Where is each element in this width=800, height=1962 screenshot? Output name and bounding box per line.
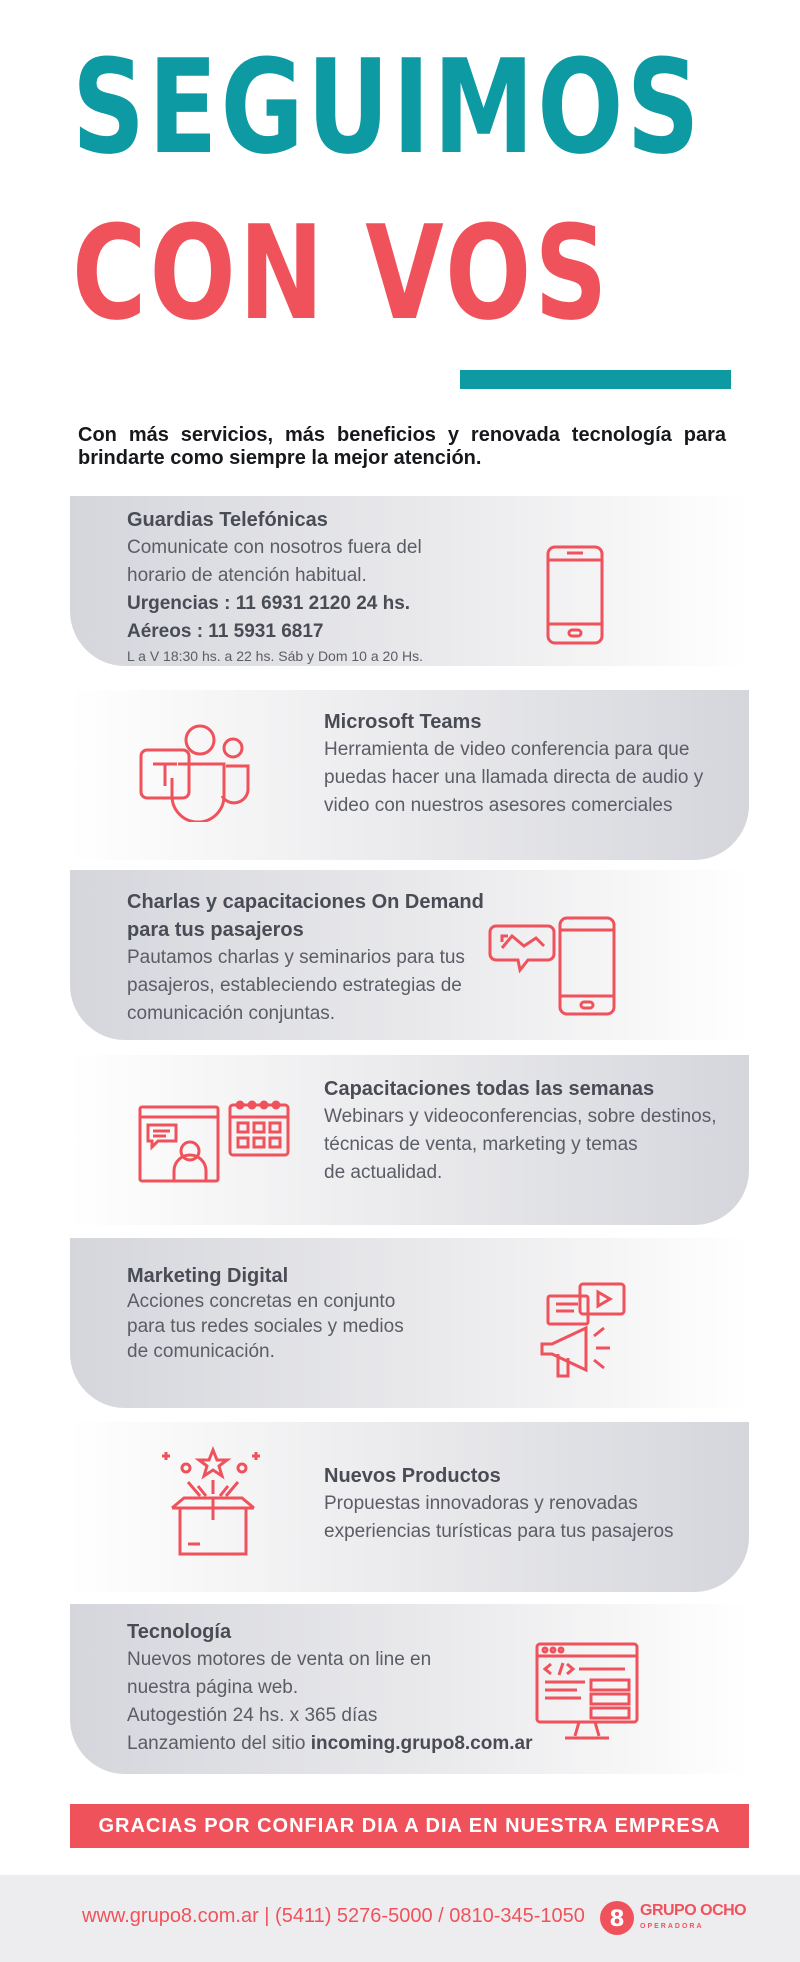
- megaphone-icon: [538, 1282, 638, 1380]
- smartphone-icon: [545, 544, 605, 646]
- card-title: Capacitaciones todas las semanas: [324, 1078, 655, 1100]
- card-line: Webinars y videoconferencias, sobre destinos,: [324, 1106, 717, 1127]
- card-charlas-text: [127, 888, 484, 1028]
- hero-title-line-1: SEGUIMOS: [72, 31, 703, 183]
- card-charlas: [70, 870, 749, 1040]
- card-hours: L a V 18:30 hs. a 22 hs. Sáb y Dom 10 a 20 Hs.: [127, 648, 423, 664]
- card-line: Propuestas innovadoras y renovadas: [324, 1493, 638, 1514]
- card-line: técnicas de venta, marketing y temas: [324, 1134, 638, 1155]
- card-line: para tus redes sociales y medios: [127, 1316, 404, 1337]
- card-line: puedas hacer una llamada directa de audio y: [324, 767, 704, 788]
- intro-text: Con más servicios, más beneficios y renovada tecnología para brindarte como siempre la mejor atención.: [78, 424, 726, 469]
- card-title: Guardias Telefónicas: [127, 509, 328, 531]
- card-line: Autogestión 24 hs. x 365 días: [127, 1705, 378, 1726]
- card-tecnologia: [70, 1604, 749, 1774]
- logo-sub: OPERADORA: [640, 1923, 704, 1930]
- microsoft-teams-icon: [138, 722, 253, 822]
- card-line: Acciones concretas en conjunto: [127, 1291, 396, 1312]
- card-title: Marketing Digital: [127, 1265, 289, 1287]
- card-line: nuestra página web.: [127, 1677, 299, 1698]
- webinar-calendar-icon: [138, 1099, 290, 1183]
- card-tecnologia-text: [127, 1618, 532, 1758]
- card-marketing: [70, 1238, 749, 1408]
- card-guardias: [70, 496, 749, 666]
- card-line: Herramienta de video conferencia para que: [324, 739, 690, 760]
- card-line: comunicación conjuntas.: [127, 1003, 336, 1024]
- hero-underline: [460, 370, 731, 389]
- card-phone-aereos: Aéreos : 11 5931 6817: [127, 621, 324, 642]
- footer: [0, 1875, 800, 1962]
- card-line-prefix: Lanzamiento del sitio: [127, 1733, 311, 1754]
- card-capacitaciones-text: [324, 1075, 717, 1187]
- card-line: pasajeros, estableciendo estrategias de: [127, 975, 462, 996]
- card-title: Microsoft Teams: [324, 711, 482, 733]
- card-marketing-text: [127, 1264, 404, 1364]
- card-teams: [70, 690, 749, 860]
- card-line: Nuevos motores de venta on line en: [127, 1649, 432, 1670]
- card-line: Pautamos charlas y seminarios para tus: [127, 947, 465, 968]
- card-line: video con nuestros asesores comerciales: [324, 795, 673, 816]
- card-title: Nuevos Productos: [324, 1465, 501, 1487]
- card-line: Comunicate con nosotros fuera del: [127, 537, 422, 558]
- card-nuevos-productos: [70, 1422, 749, 1592]
- card-line: horario de atención habitual.: [127, 565, 367, 586]
- hero-title-line-2: CON VOS: [72, 197, 611, 349]
- card-title-line: Charlas y capacitaciones On Demand: [127, 891, 484, 913]
- card-capacitaciones: [70, 1055, 749, 1225]
- logo-name: GRUPO OCHO: [640, 1902, 747, 1919]
- card-teams-text: [324, 708, 703, 820]
- card-nuevos-productos-text: [324, 1462, 674, 1546]
- gift-box-icon: [158, 1446, 268, 1558]
- card-title: Tecnología: [127, 1621, 232, 1643]
- card-line-last: [127, 1730, 532, 1758]
- chat-phone-icon: [488, 916, 628, 1016]
- site-link[interactable]: incoming.grupo8.com.ar: [310, 1733, 533, 1754]
- logo-mark: 8: [609, 1907, 625, 1932]
- card-line: experiencias turísticas para tus pasajeros: [324, 1521, 674, 1542]
- code-monitor-icon: [535, 1642, 639, 1746]
- card-phone-urgencias: Urgencias : 11 6931 2120 24 hs.: [127, 593, 411, 614]
- grupo-ocho-logo: [598, 1899, 636, 1942]
- card-title-line: para tus pasajeros: [127, 919, 304, 941]
- footer-contact[interactable]: www.grupo8.com.ar | (5411) 5276-5000 / 0810-345-1050: [82, 1905, 585, 1927]
- thanks-banner: GRACIAS POR CONFIAR DIA A DIA EN NUESTRA EMPRESA: [70, 1804, 749, 1848]
- card-line: de actualidad.: [324, 1162, 443, 1183]
- card-line: de comunicación.: [127, 1341, 275, 1362]
- card-guardias-text: [127, 506, 423, 666]
